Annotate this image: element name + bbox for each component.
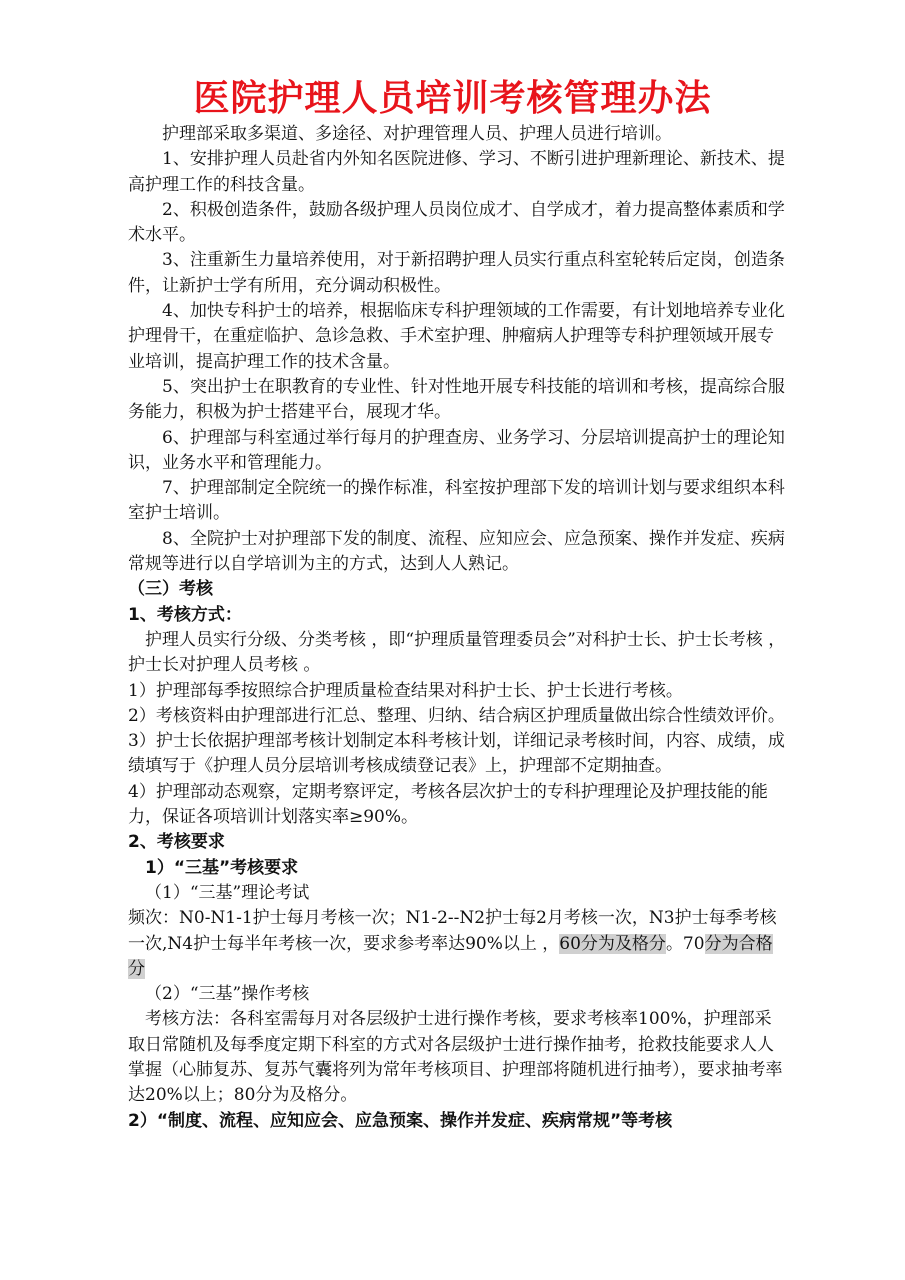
highlight-pass-score: 60分为及格分 [559, 933, 666, 954]
training-item: 4、加快专科护士的培养，根据临床专科护理领域的工作需要，有计划地培养专业化护理骨干，在重症临护、急诊急救、手术室护理、肿瘤病人护理等专科护理领域开展专业培训，提高护理工作的技术含量。 [128, 301, 785, 372]
method-item: 3）护士长依据护理部考核计划制定本科考核计划，详细记录考核时间，内容、成绩，成绩填写于《护理人员分层培训考核成绩登记表》上，护理部不定期抽查。 [128, 731, 785, 777]
theory-paragraph [128, 906, 788, 982]
method-item: 2）考核资料由护理部进行汇总、整理、归纳、结合病区护理质量做出综合性绩效评价。 [128, 705, 785, 726]
subsection-heading: 2、考核要求 [128, 832, 225, 853]
subsection-heading: 1、考核方式： [128, 604, 242, 625]
intro-paragraph: 护理部采取多渠道、多途径、对护理管理人员、护理人员进行培训。 [162, 124, 672, 144]
highlight-qualified-score: 分为合格分 [128, 933, 773, 979]
operation-paragraph: 考核方法：各科室需每月对各层级护士进行操作考核，要求考核率100%，护理部采取日常随机及每季度定期下科室的方式对各层级护士进行操作抽考，抢救技能要求人人掌握（心肺复苏、复苏气囊将列为常年考核项目、护理部将随机进行抽考），要求抽考率达20%以上；80分为及格分。 [128, 1009, 783, 1106]
sanji-heading: 1）“三基”考核要求 [145, 857, 299, 878]
operation-heading: （2）“三基”操作考核 [145, 984, 310, 1005]
final-heading: 2）“制度、流程、应知应会、应急预案、操作并发症、疾病常规”等考核 [128, 1110, 673, 1131]
method-item: 1）护理部每季按照综合护理质量检查结果对科护士长、护士长进行考核。 [128, 680, 683, 701]
training-item: 5、突出护士在职教育的专业性、针对性地开展专科技能的培训和考核，提高综合服务能力，积极为护士搭建平台，展现才华。 [128, 376, 785, 423]
document-body [128, 122, 788, 1134]
method-intro: 护理人员实行分级、分类考核 ，即“护理质量管理委员会”对科护士长、护士长考核 ，护士长对护理人员考核 。 [128, 629, 786, 676]
training-item: 3、注重新生力量培养使用，对于新招聘护理人员实行重点科室轮转后定岗，创造条件，让新护士学有所用，充分调动积极性。 [128, 250, 785, 296]
training-item: 7、护理部制定全院统一的操作标准，科室按护理部下发的培训计划与要求组织本科室护士培训。 [128, 478, 785, 524]
training-item: 2、积极创造条件，鼓励各级护理人员岗位成才、自学成才，着力提高整体素质和学术水平。 [128, 199, 785, 246]
method-item: 4）护理部动态观察，定期考察评定，考核各层次护士的专科护理理论及护理技能的能力，保证各项培训计划落实率≥90%。 [128, 781, 768, 828]
section-heading: （三）考核 [128, 579, 213, 600]
training-item: 1、安排护理人员赴省内外知名医院进修、学习、不断引进护理新理论、新技术、提高护理工作的科技含量。 [128, 149, 785, 195]
theory-heading: （1）“三基”理论考试 [145, 882, 310, 903]
training-item: 6、护理部与科室通过举行每月的护理查房、业务学习、分层培训提高护士的理论知识，业务水平和管理能力。 [128, 427, 785, 473]
training-item: 8、全院护士对护理部下发的制度、流程、应知应会、应急预案、操作并发症、疾病常规等进行以自学培训为主的方式，达到人人熟记。 [128, 528, 785, 575]
theory-mid: 。70 [665, 933, 705, 954]
page-title: 医院护理人员培训考核管理办法 [193, 78, 712, 119]
theory-text: 频次：N0-N1-1护士每月考核一次；N1-2--N2护士每2月考核一次，N3护士每季考核一次,N4护士每半年考核一次，要求参考率达90%以上 ， [128, 908, 777, 954]
